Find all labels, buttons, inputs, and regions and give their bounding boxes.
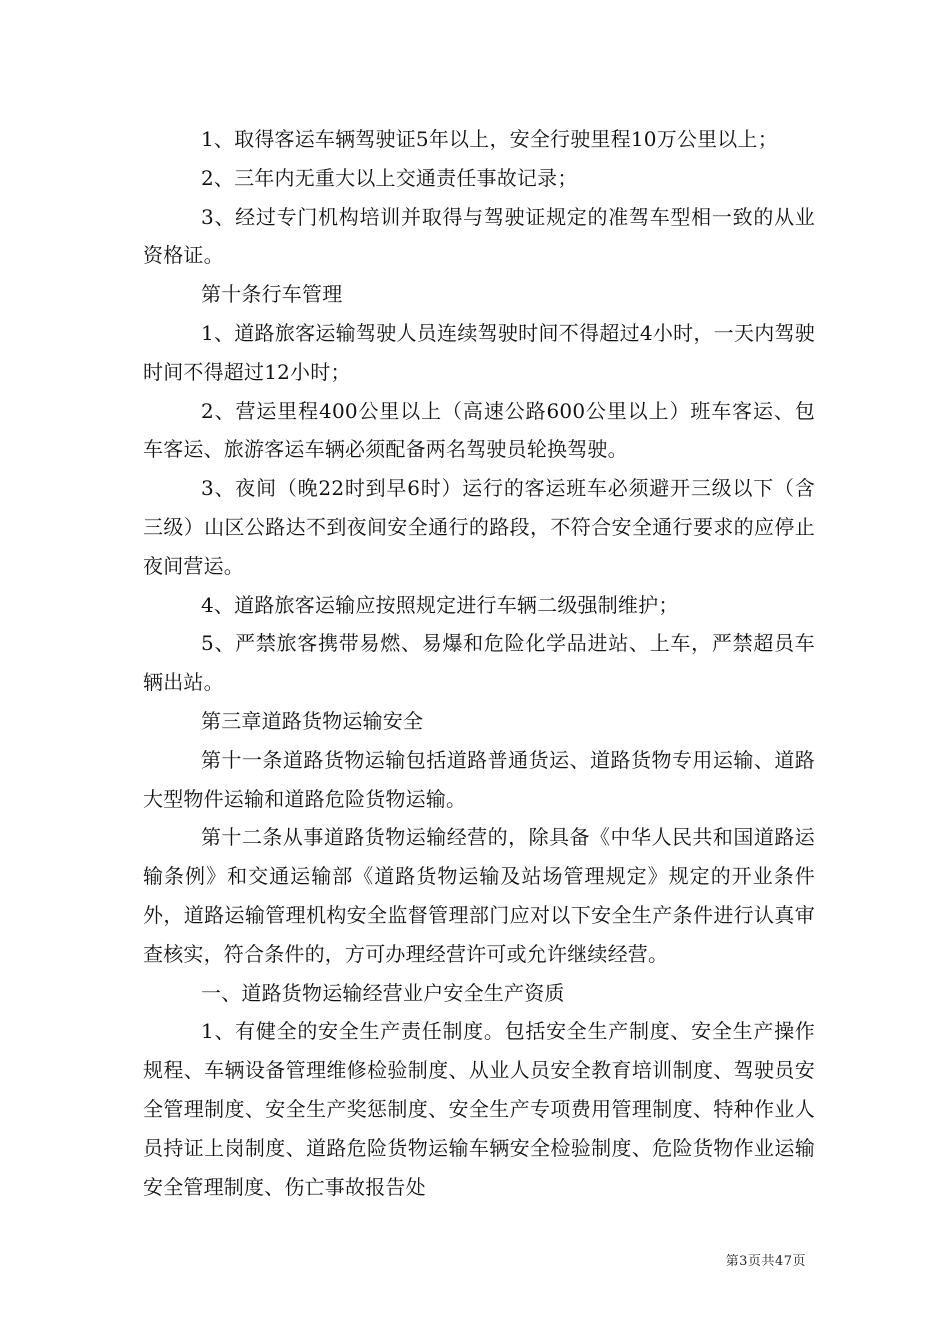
paragraph: 1、有健全的安全生产责任制度。包括安全生产制度、安全生产操作规程、车辆设备管理维修检验制度、从业人员安全教育培训制度、驾驶员安全管理制度、安全生产奖惩制度、安全生产专项费用管理制度、特种作业人员持证上岗制度、道路危险货物运输车辆安全检验制度、危险货物作业运输安全管理制度、伤亡事故报告处 [143,1019,815,1199]
paragraph: 1、道路旅客运输驾驶人员连续驾驶时间不得超过4小时，一天内驾驶时间不得超过12小时； [143,320,815,384]
page-number: 第3页共47页 [725,1254,806,1269]
paragraph: 第十二条从事道路货物运输经营的，除具备《中华人民共和国道路运输条例》和交通运输部《道路货物运输及站场管理规定》规定的开业条件外，道路运输管理机构安全监督管理部门应对以下安全生产条件进行认真审查核实，符合条件的，方可办理经营许可或允许继续经营。 [143,825,815,966]
paragraph: 1、取得客运车辆驾驶证5年以上，安全行驶里程10万公里以上； [201,127,778,151]
section-heading: 第十条行车管理 [201,282,343,307]
paragraph: 3、经过专门机构培训并取得与驾驶证规定的准驾车型相一致的从业资格证。 [143,204,815,268]
paragraph: 2、营运里程400公里以上（高速公路600公里以上）班车客运、包车客运、旅游客运车辆必须配备两名驾驶员轮换驾驶。 [143,398,815,462]
paragraph: 3、夜间（晚22时到早6时）运行的客运班车必须避开三级以下（含三级）山区公路达不到夜间安全通行的路段，不符合安全通行要求的应停止夜间营运。 [143,476,815,578]
paragraph: 5、严禁旅客携带易燃、易爆和危险化学品进站、上车，严禁超员车辆出站。 [143,631,815,695]
document-body [143,120,815,1206]
paragraph: 4、道路旅客运输应按照规定进行车辆二级强制维护； [201,592,679,617]
chapter-heading: 第三章道路货物运输安全 [201,708,424,733]
subsection-heading: 一、道路货物运输经营业户安全生产资质 [201,980,565,1005]
paragraph: 2、三年内无重大以上交通责任事故记录； [201,165,578,190]
paragraph: 第十一条道路货物运输包括道路普通货运、道路货物专用运输、道路大型物件运输和道路危险货物运输。 [143,747,815,811]
